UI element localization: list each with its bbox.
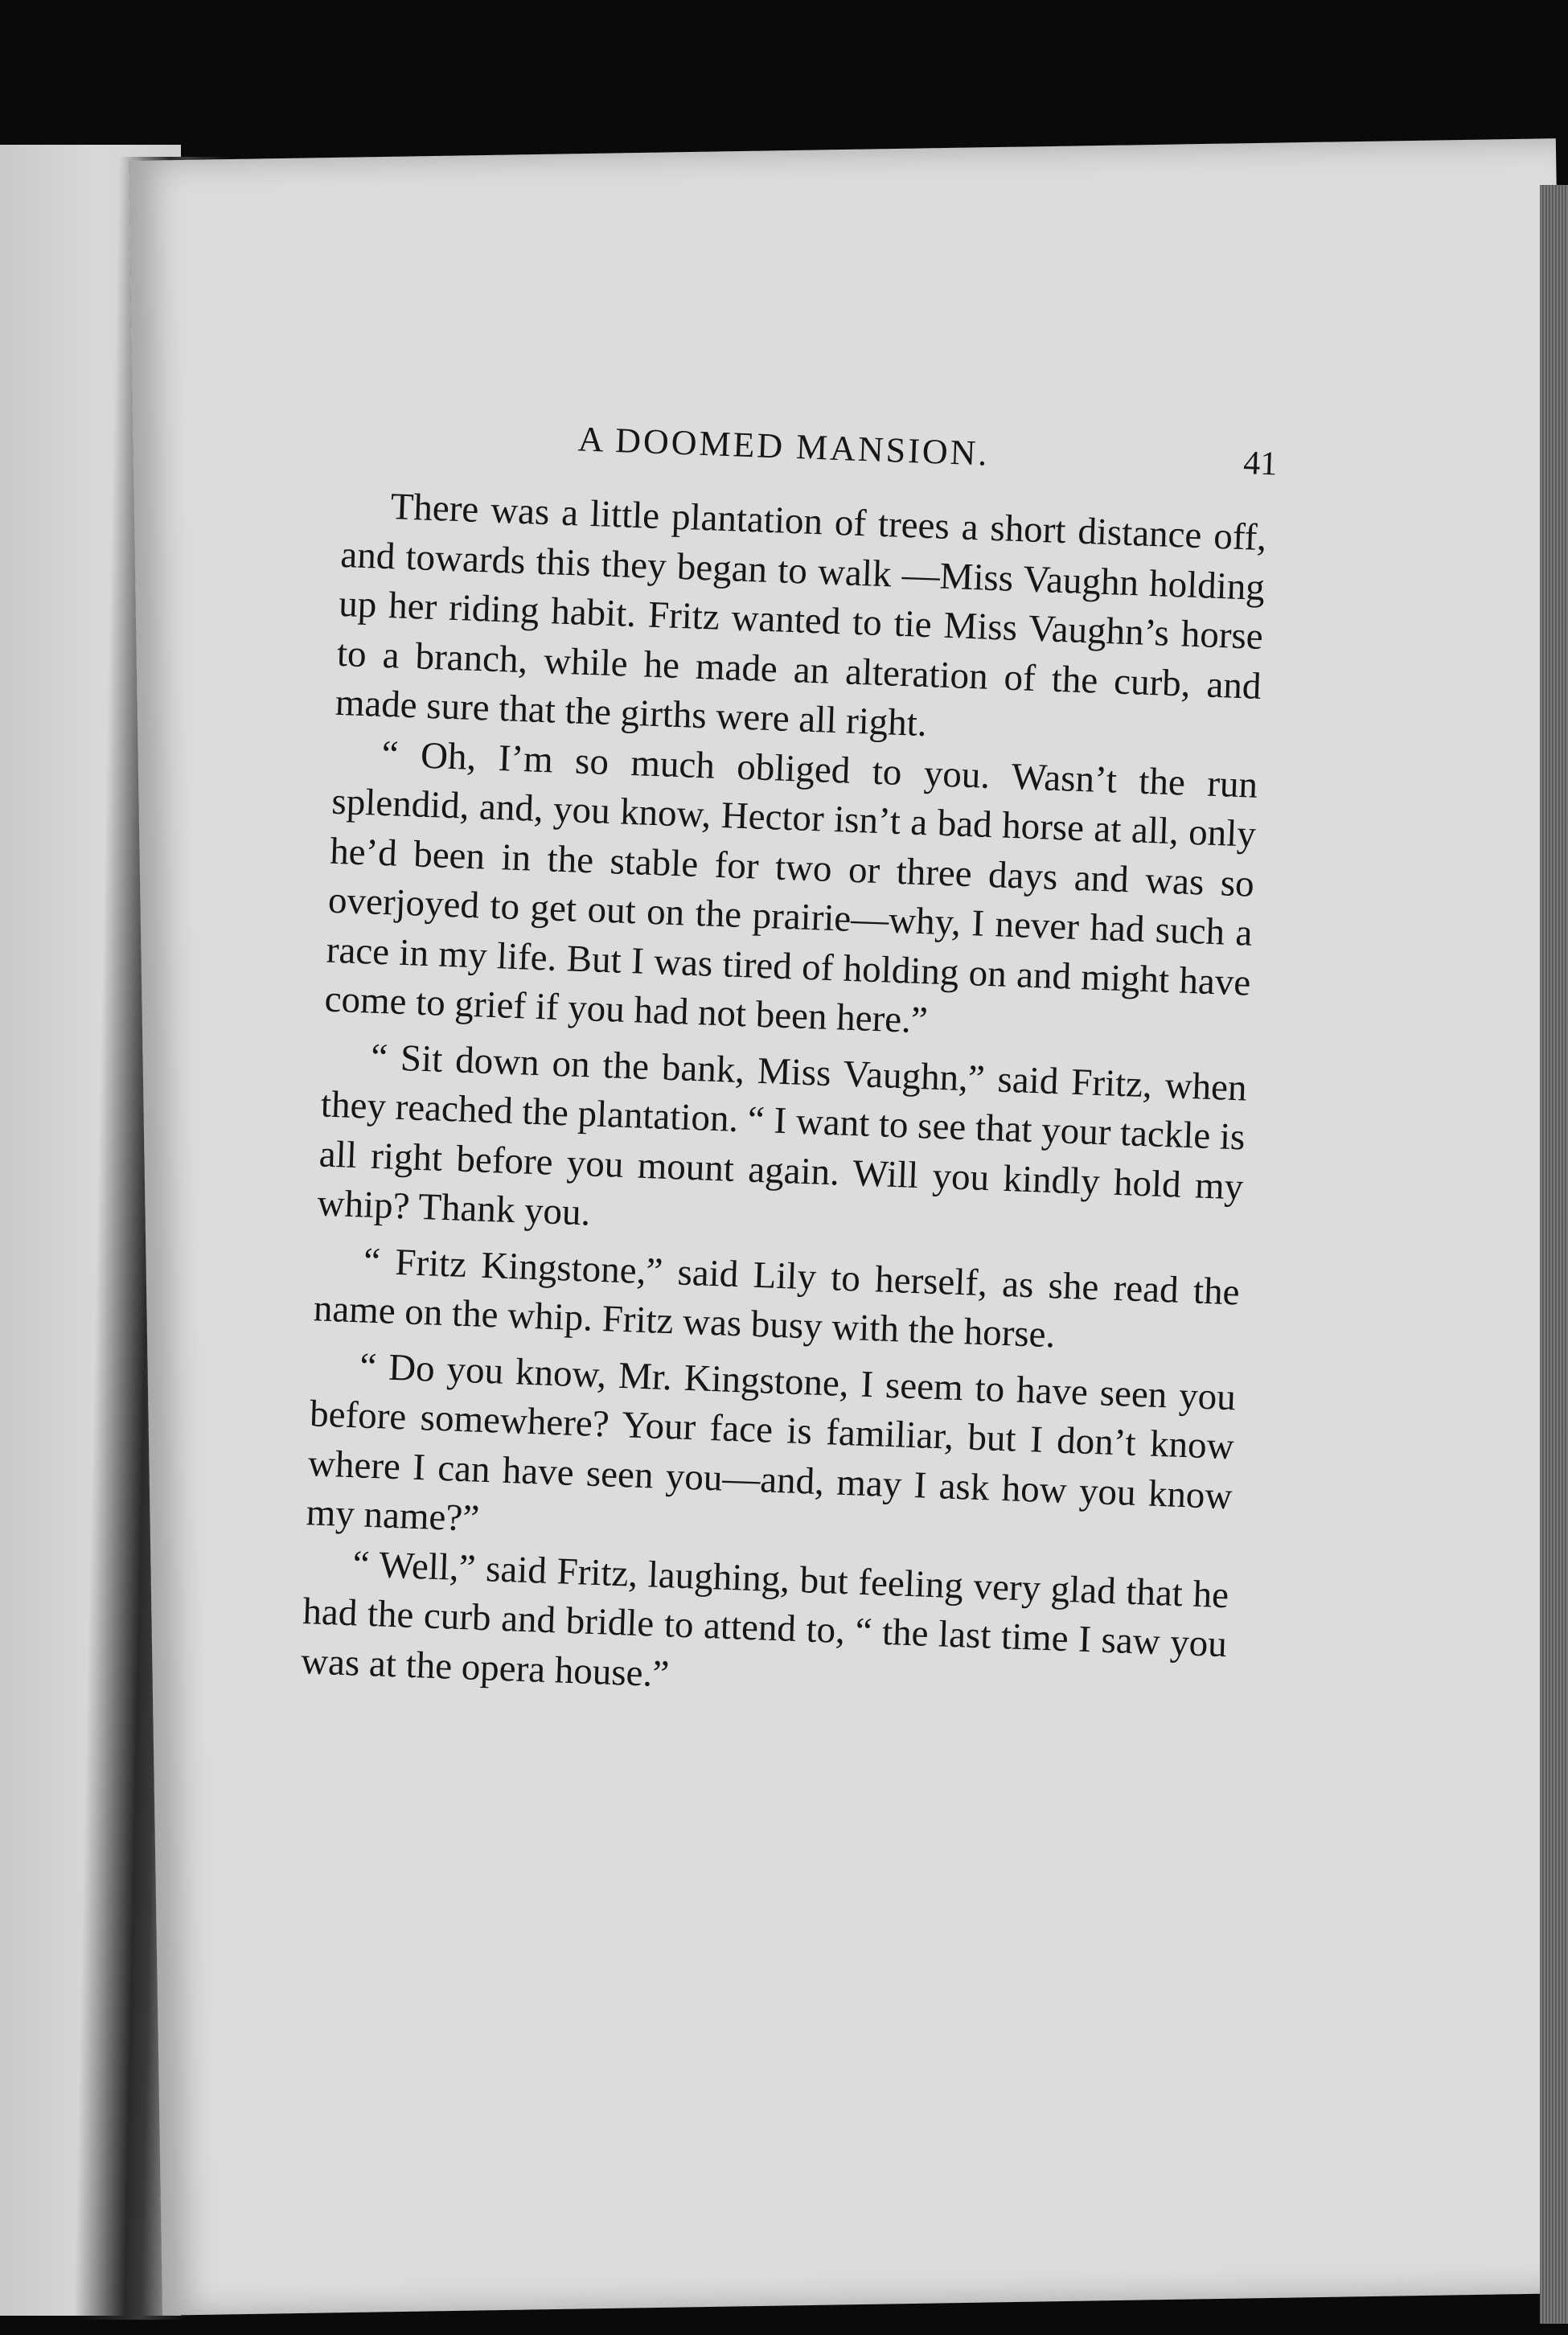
paragraph: “ Oh, I’m so much obliged to you. Wasn’t the run splendid, and, you know, Hector isn’t a bad horse at all, only he’d been in the stable for two or three days and was so overjoyed to get out on the prairie—why, I never had such a race in my life. But I was tired of holding on and might have come to grief if you had not been here.” — [323, 733, 1258, 1042]
page-number: 41 — [1242, 444, 1279, 483]
page-stack-edge — [1540, 185, 1568, 2324]
page-text-block — [300, 410, 1279, 1719]
paragraph: “ Sit down on the bank, Miss Vaughn,” said Fritz, when they reached the plantation. “ I want to see that your tackle is all right before you mount again. Will you kindly hold my whip? Thank you. — [316, 1036, 1248, 1234]
paragraph: There was a little plantation of trees a short distance off, and towards this they began to walk —Miss Vaughn holding up her riding habit. Fritz wanted to tie Miss Vaughn’s horse to a branch, while he made an alteration of the curb, and made sure that the girths were all right. — [335, 486, 1267, 745]
chapter-running-title: A DOOMED MANSION. — [577, 419, 991, 474]
paragraph: “ Do you know, Mr. Kingstone, I seem to have seen you before somewhere? Your face is familiar, but I don’t know where I can have seen you—and, may I ask how you know my name?” — [305, 1344, 1237, 1540]
paragraph: “ Well,” said Fritz, laughing, but feeling very glad that he had the curb and bridle to attend to, “ the last time I saw you was at the opera house.” — [300, 1542, 1229, 1695]
paragraph: “ Fritz Kingstone,” said Lily to herself, as she read the name on the whip. Fritz was busy with the horse. — [313, 1239, 1241, 1356]
